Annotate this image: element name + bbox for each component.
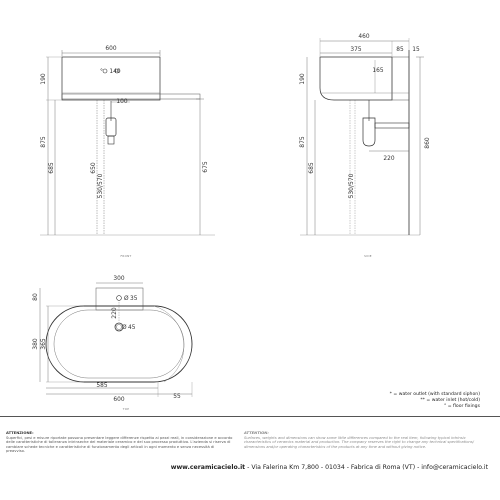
side-dim-total: 875 [299, 136, 306, 148]
legend-outlet: * = water outlet (with standard siphon) [389, 392, 480, 397]
top-caption: TOP [122, 407, 130, 411]
top-dim-back-width: 300 [113, 274, 125, 282]
side-dim-depth: 460 [358, 32, 370, 40]
footer-divider [0, 416, 500, 417]
side-dim-drain: 530/570 [348, 173, 355, 199]
side-caption: SIDE [364, 254, 372, 258]
front-dim-drain: 530/570 [97, 173, 104, 199]
address-text: - Via Falerina Km 7,800 - 01034 - Fabrica di Roma (VT) - [245, 464, 422, 471]
side-siphon [363, 118, 375, 146]
front-dim-counter: 685 [48, 162, 55, 174]
front-caption: FRONT [120, 254, 132, 258]
front-dim-holes: 140 [109, 67, 121, 75]
side-dim-bowl: 165 [372, 66, 384, 74]
front-dim-total: 875 [40, 136, 47, 148]
side-dim-gap: 15 [412, 45, 420, 53]
front-dim-outlet-height: 650 [90, 162, 97, 174]
side-dim-wall: 860 [424, 137, 431, 149]
notes-italian-body: Superfici, pesi e misure riportate possono presentare leggere differenze rispetto ai pezzi reali, in considerazione e accordo delle caratteristiche di tolleranza intrinseche del materiale ceramico e del suo processo produttivo. L'azienda si riserva di cambiare schede tecniche e caratteristiche di funzionamento degli articoli in ogni momento e senza necessità di preavviso. [6, 435, 233, 454]
website-link[interactable]: www.ceramicacielo.it [170, 464, 246, 471]
top-dim-hole-offset: 220 [111, 307, 118, 319]
front-view [40, 50, 215, 235]
notes-english-body: Surfaces, weights and dimensions can show some little differences compared to the real item, following typical intrinsic characteristics of ceramics material and production. The company reserves the right to change any technical specifications/ dimensions and/or operating characteristics of the products at any time and without giving notice. [244, 435, 474, 449]
notes-english [244, 431, 490, 449]
top-dim-depth-outer: 365 [40, 338, 47, 350]
side-dim-front-depth: 375 [350, 45, 362, 53]
top-dim-hole-large: 45 [128, 323, 136, 331]
side-dim-top: 190 [299, 73, 306, 85]
side-view [300, 38, 424, 235]
front-counter-shelf [62, 94, 200, 99]
front-holes-marker: ° [100, 67, 103, 75]
top-dim-hole-small: 35 [130, 294, 138, 302]
legend [390, 392, 480, 411]
contact-line [171, 464, 488, 471]
top-diameter-symbol: Ø [124, 294, 129, 302]
top-dim-width-inner: 585 [96, 381, 108, 389]
legend-inlet: ** = water inlet (hot/cold) [420, 398, 480, 404]
top-dim-width-outer: 600 [113, 395, 125, 403]
front-dim-wall: 675 [202, 161, 209, 173]
front-dim-outlet: 100 [116, 97, 128, 105]
legend-fixings: ° = floor fixings [443, 404, 480, 410]
side-dim-trap: 220 [383, 154, 395, 162]
notes-italian-heading: ATTENZIONE: [6, 431, 34, 435]
top-diameter-symbol-large: Ø [122, 323, 127, 331]
top-view [40, 283, 192, 397]
top-dim-side-offset: 55 [173, 392, 181, 400]
side-dim-rear: 85 [396, 45, 404, 53]
notes-english-heading: ATTENTION: [244, 431, 269, 435]
front-basin-outline [62, 57, 160, 100]
email-link[interactable]: info@ceramicacielo.it [421, 464, 488, 471]
notes-italian [6, 431, 234, 454]
top-dim-back-depth: 80 [32, 293, 39, 301]
side-dim-counter: 685 [308, 162, 315, 174]
front-dim-top: 190 [40, 73, 47, 85]
side-basin-outline [320, 57, 392, 100]
top-dim-depth-inner: 380 [32, 338, 39, 350]
front-dim-width: 600 [105, 44, 117, 52]
